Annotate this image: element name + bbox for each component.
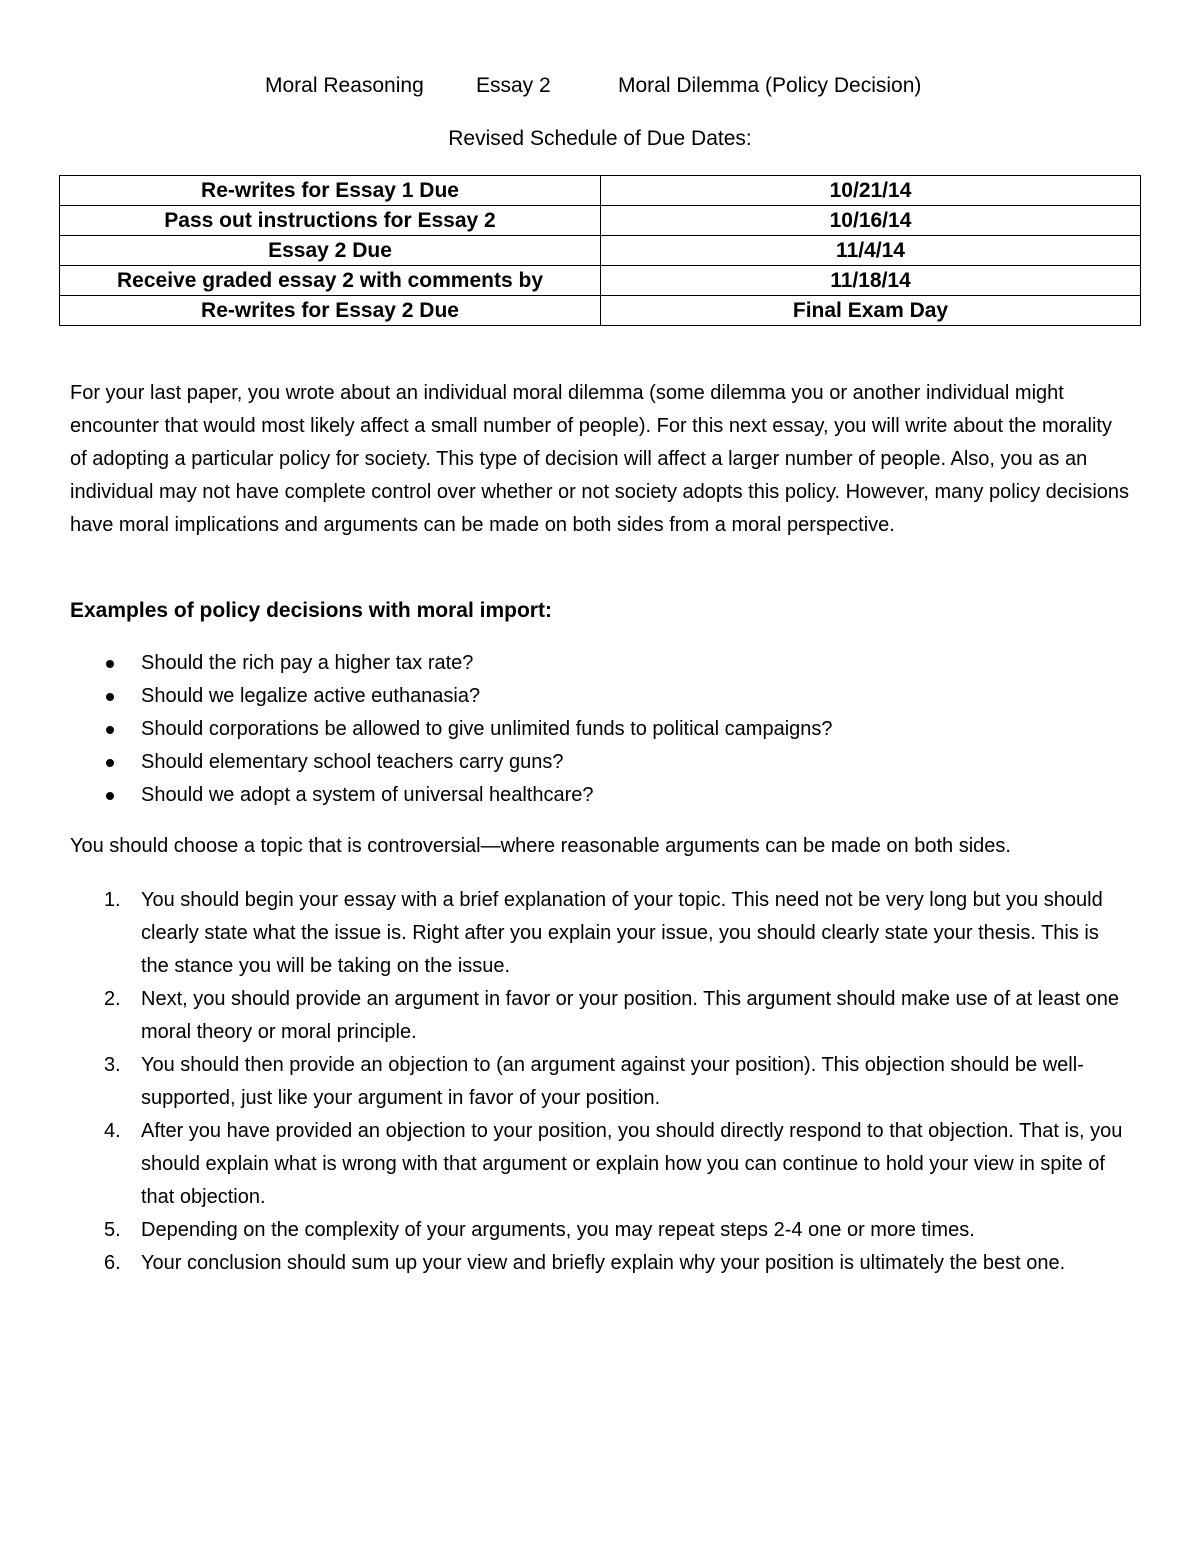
schedule-date: 10/16/14 <box>601 206 1141 236</box>
step-text: Your conclusion should sum up your view and briefly explain why your position is ultimately the best one. <box>141 1252 1066 1274</box>
list-item <box>70 1049 1130 1115</box>
bullet-icon <box>106 693 114 701</box>
bullet-icon <box>106 660 114 668</box>
table-row <box>60 236 1141 266</box>
list-item <box>70 1214 1130 1247</box>
list-item <box>70 647 1130 680</box>
table-row <box>60 266 1141 296</box>
bullet-icon <box>106 792 114 800</box>
bullet-icon <box>106 759 114 767</box>
example-text: Should we adopt a system of universal healthcare? <box>141 784 594 806</box>
schedule-date: 11/4/14 <box>601 236 1141 266</box>
example-text: Should we legalize active euthanasia? <box>141 685 481 707</box>
essay-topic: Moral Dilemma (Policy Decision) <box>618 74 922 97</box>
schedule-item: Receive graded essay 2 with comments by <box>60 266 601 296</box>
step-number: 2. <box>104 988 121 1010</box>
step-text: Depending on the complexity of your arguments, you may repeat steps 2-4 one or more times. <box>141 1219 975 1241</box>
table-row <box>60 296 1141 326</box>
example-text: Should the rich pay a higher tax rate? <box>141 652 474 674</box>
schedule-date: Final Exam Day <box>601 296 1141 326</box>
list-item <box>70 884 1130 983</box>
essay-steps-list <box>70 884 1130 1280</box>
table-row <box>60 206 1141 236</box>
examples-heading: Examples of policy decisions with moral import: <box>70 599 552 622</box>
step-number: 1. <box>104 889 121 911</box>
step-text: After you have provided an objection to your position, you should directly respond to that objection. That is, you should explain what is wrong with that argument or explain how you can continue to hold your view in spite of that objection. <box>141 1120 1123 1208</box>
essay-number: Essay 2 <box>476 74 551 97</box>
due-dates-table <box>59 175 1141 326</box>
list-item <box>70 983 1130 1049</box>
list-item <box>70 680 1130 713</box>
step-text: You should begin your essay with a brief explanation of your topic. This need not be very long but you should clearly state what the issue is. Right after you explain your issue, you should clearly state your thesis. This is the stance you will be taking on the issue. <box>141 889 1103 977</box>
schedule-item: Re-writes for Essay 1 Due <box>60 176 601 206</box>
list-item <box>70 1247 1130 1280</box>
schedule-date: 10/21/14 <box>601 176 1141 206</box>
step-number: 6. <box>104 1252 121 1274</box>
bullet-icon <box>106 726 114 734</box>
table-row <box>60 176 1141 206</box>
example-text: Should corporations be allowed to give unlimited funds to political campaigns? <box>141 718 833 740</box>
list-item <box>70 746 1130 779</box>
step-text: You should then provide an objection to (an argument against your position). This objection should be well-supported, just like your argument in favor of your position. <box>141 1054 1084 1109</box>
schedule-item: Essay 2 Due <box>60 236 601 266</box>
list-item <box>70 779 1130 812</box>
course-name: Moral Reasoning <box>265 74 424 97</box>
step-number: 4. <box>104 1120 121 1142</box>
example-text: Should elementary school teachers carry guns? <box>141 751 564 773</box>
schedule-item: Re-writes for Essay 2 Due <box>60 296 601 326</box>
examples-list <box>70 647 1130 812</box>
list-item <box>70 713 1130 746</box>
step-number: 3. <box>104 1054 121 1076</box>
step-number: 5. <box>104 1219 121 1241</box>
step-text: Next, you should provide an argument in favor or your position. This argument should make use of at least one moral theory or moral principle. <box>141 988 1119 1043</box>
schedule-item: Pass out instructions for Essay 2 <box>60 206 601 236</box>
schedule-date: 11/18/14 <box>601 266 1141 296</box>
list-item <box>70 1115 1130 1214</box>
schedule-heading: Revised Schedule of Due Dates: <box>448 127 752 150</box>
intro-paragraph: For your last paper, you wrote about an individual moral dilemma (some dilemma you or another individual might encounter that would most likely affect a small number of people). For this next essay, you will write about the morality of adopting a particular policy for society. This type of decision will affect a larger number of people. Also, you as an individual may not have complete control over whether or not society adopts this policy. However, many policy decisions have moral implications and arguments can be made on both sides from a moral perspective. <box>70 382 1130 536</box>
topic-instruction: You should choose a topic that is controversial—where reasonable arguments can be made on both sides. <box>70 835 1011 857</box>
